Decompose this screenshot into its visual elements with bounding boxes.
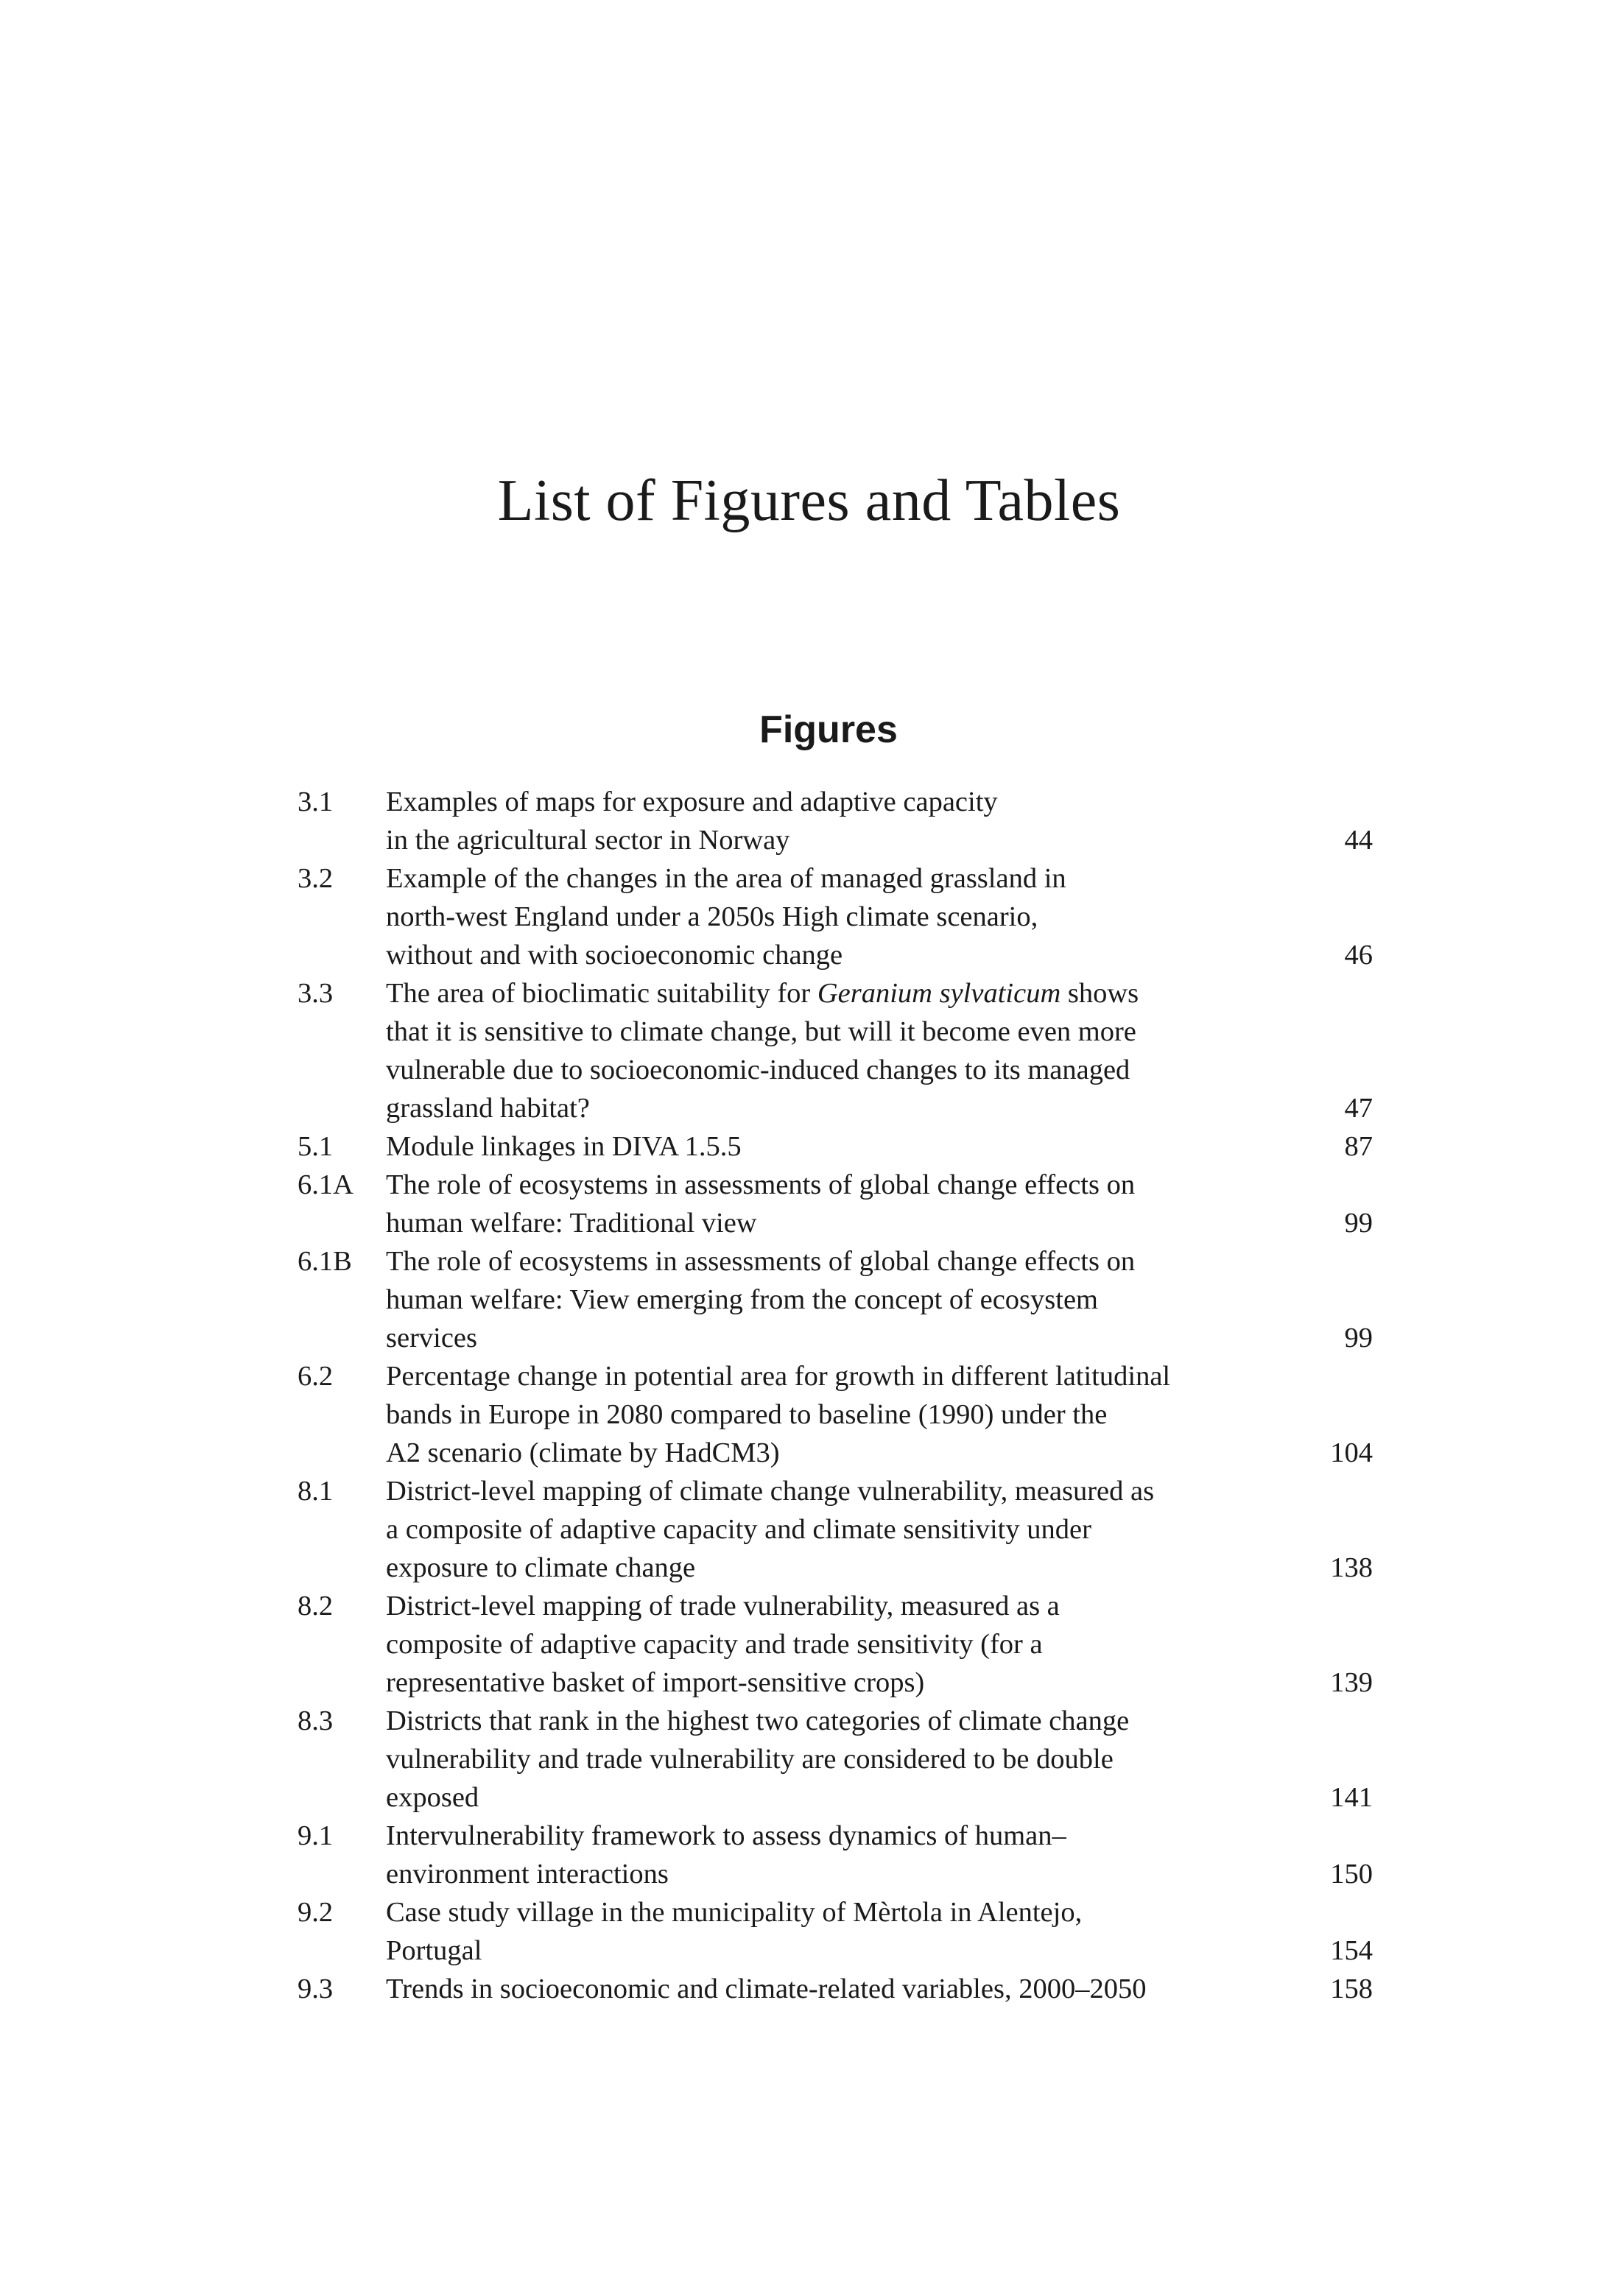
page-number: 87 [1344, 1131, 1373, 1162]
figure-caption: Case study village in the municipality of Mèrtola in Alentejo, Portugal [386, 1897, 1083, 1966]
species-name: Geranium sylvaticum [817, 978, 1061, 1009]
figure-caption: District-level mapping of trade vulnerability, measured as a composite of adaptive capacity and trade sensitivity (for a representative basket of import-sensitive crops) [386, 1591, 1060, 1698]
figure-number: 9.2 [298, 1897, 334, 1928]
page-number: 99 [1344, 1323, 1373, 1353]
figure-caption: The role of ecosystems in assessments of global change effects on human welfare: Traditional view [386, 1169, 1136, 1239]
figure-number: 3.3 [298, 978, 334, 1009]
figure-caption: Example of the changes in the area of managed grassland in north-west England under a 2050s High climate scenario, without and with socioeconomic change [386, 863, 1066, 971]
list-item [298, 859, 1373, 974]
page-number: 141 [1330, 1782, 1373, 1813]
list-item [298, 1893, 1373, 1970]
list-item [298, 1817, 1373, 1893]
figure-caption: Percentage change in potential area for growth in different latitudinal bands in Europe in 2080 compared to baseline (1990) under the A2 scenario (climate by HadCM3) [386, 1361, 1171, 1468]
figure-number: 8.2 [298, 1591, 334, 1621]
page-number: 139 [1330, 1667, 1373, 1698]
list-item [298, 1357, 1373, 1472]
page-number: 150 [1330, 1859, 1373, 1890]
figure-number: 3.2 [298, 863, 334, 894]
list-item [298, 974, 1373, 1127]
list-item [298, 1587, 1373, 1702]
figure-number: 9.1 [298, 1820, 334, 1851]
figure-caption: The area of bioclimatic suitability for Geranium sylvaticum shows that it is sensitive to climate change, but will it become even more vulnerable due to socioeconomic-induced changes to its managed grassland habitat? [386, 978, 1139, 1124]
figure-number: 8.1 [298, 1476, 334, 1507]
list-item [298, 1702, 1373, 1817]
page-number: 154 [1330, 1935, 1373, 1966]
page-number: 138 [1330, 1552, 1373, 1583]
figure-caption: Districts that rank in the highest two categories of climate change vulnerability and trade vulnerability are considered to be double exposed [386, 1705, 1130, 1813]
figure-number: 6.1A [298, 1169, 354, 1200]
figure-number: 9.3 [298, 1973, 334, 2004]
figure-caption: Trends in socioeconomic and climate-related variables, 2000–2050 [386, 1973, 1147, 2004]
page-title: List of Figures and Tables [497, 468, 1121, 533]
figure-caption: Examples of maps for exposure and adaptive capacity in the agricultural sector in Norway [386, 786, 998, 856]
page-number: 47 [1344, 1093, 1373, 1124]
list-item [298, 1166, 1373, 1242]
page-number: 44 [1344, 825, 1373, 856]
list-item [298, 1127, 1373, 1166]
figure-number: 6.1B [298, 1246, 352, 1277]
figure-caption: Module linkages in DIVA 1.5.5 [386, 1131, 742, 1162]
figure-caption: The role of ecosystems in assessments of global change effects on human welfare: View emerging from the concept of ecosystem services [386, 1246, 1136, 1353]
page-number: 158 [1330, 1973, 1373, 2004]
figure-number: 8.3 [298, 1705, 334, 1736]
list-item [298, 783, 1373, 859]
figure-caption: Intervulnerability framework to assess dynamics of human– environment interactions [386, 1820, 1066, 1890]
section-heading-figures: Figures [759, 708, 898, 751]
page-number: 46 [1344, 940, 1373, 971]
figure-number: 6.2 [298, 1361, 334, 1392]
figure-number: 3.1 [298, 786, 334, 817]
list-item [298, 1970, 1373, 2008]
list-item [298, 1472, 1373, 1587]
figure-number: 5.1 [298, 1131, 334, 1162]
list-item [298, 1242, 1373, 1357]
figure-caption: District-level mapping of climate change vulnerability, measured as a composite of adaptive capacity and climate sensitivity under exposure to climate change [386, 1476, 1155, 1583]
page-number: 99 [1344, 1208, 1373, 1239]
page-number: 104 [1330, 1437, 1373, 1468]
figures-list [298, 783, 1373, 2008]
